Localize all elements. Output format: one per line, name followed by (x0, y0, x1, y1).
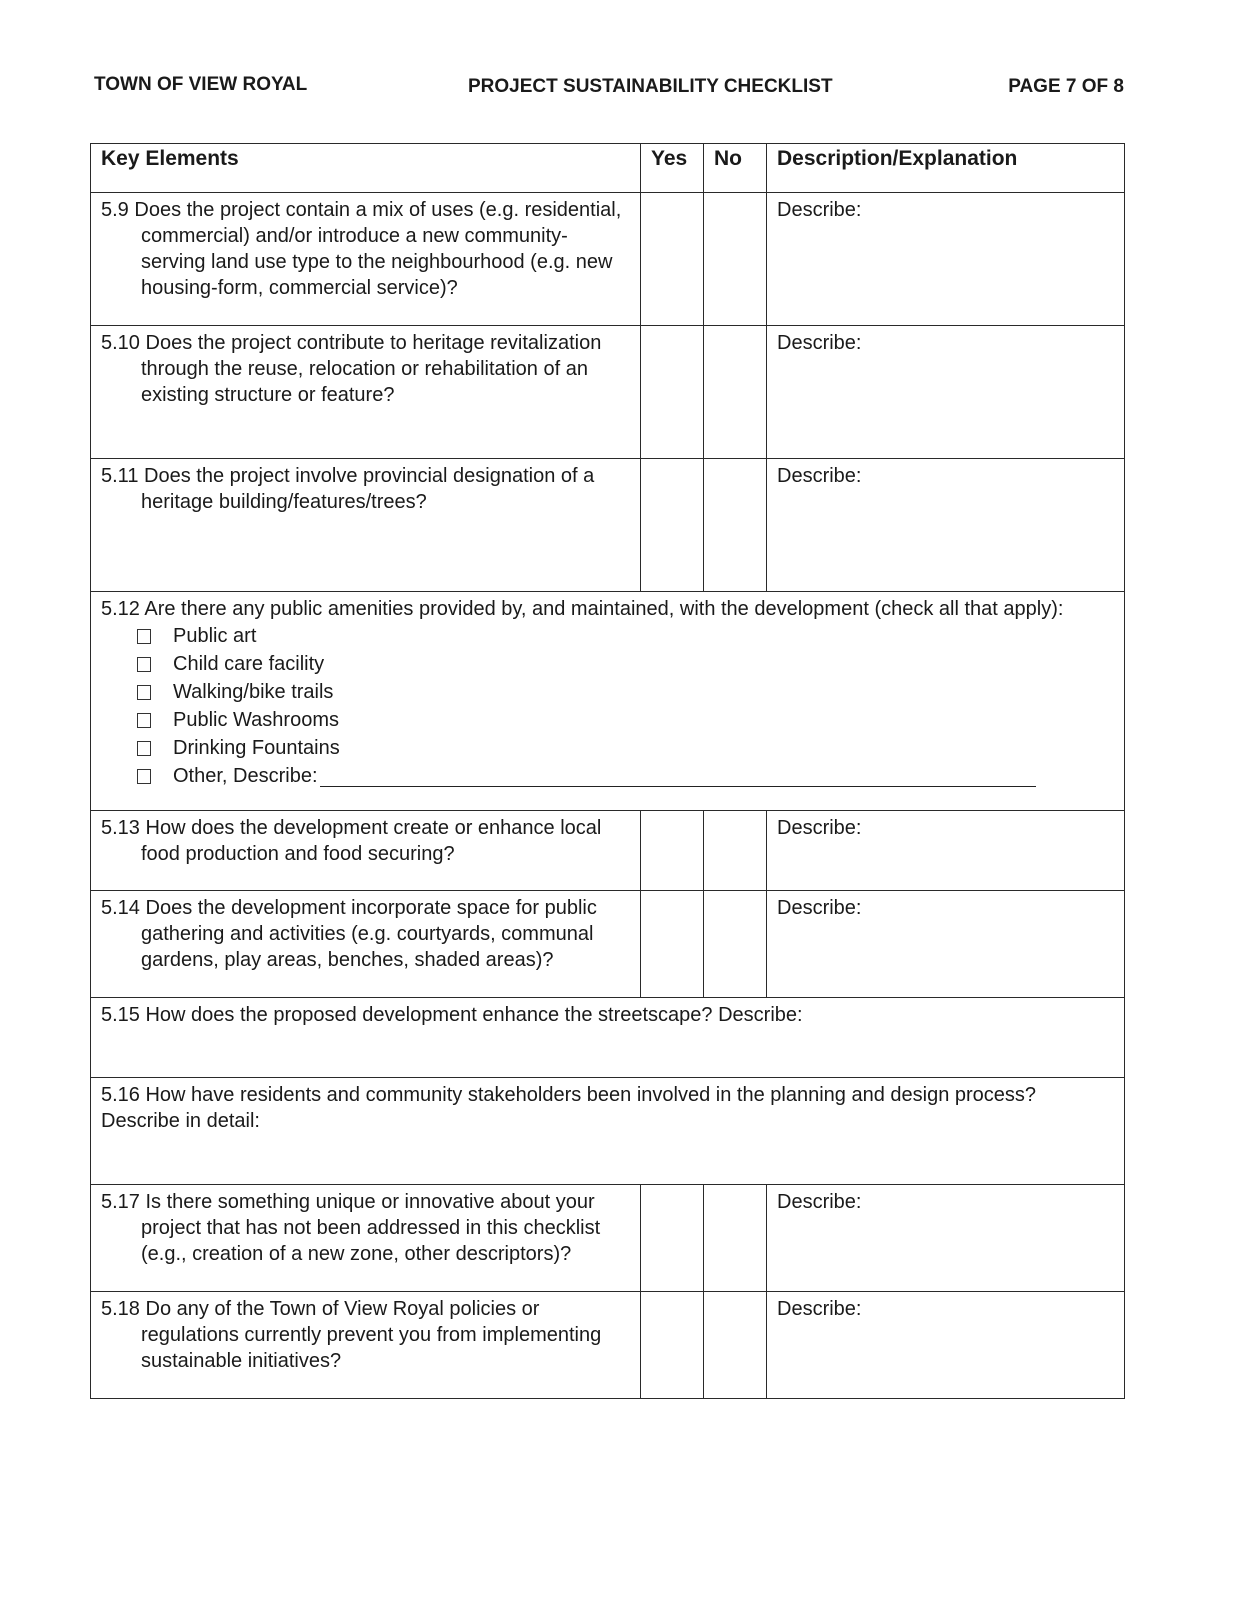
question-5-13 (91, 811, 641, 891)
no-cell[interactable] (704, 1292, 767, 1399)
describe-label: Describe: (777, 465, 862, 487)
col-header-no: No (704, 144, 767, 193)
question-text: Does the project contribute to heritage revitalization (145, 332, 602, 354)
document-title: PROJECT SUSTAINABILITY CHECKLIST (468, 76, 833, 97)
question-text: Is there something unique or innovative about your (145, 1191, 595, 1213)
table-row (91, 1185, 1125, 1292)
checkbox[interactable] (137, 657, 151, 672)
description-cell[interactable] (767, 891, 1125, 998)
description-cell[interactable] (767, 1185, 1125, 1292)
list-item[interactable] (137, 762, 1114, 790)
page-header (94, 74, 1124, 100)
question-number: 5.13 (101, 817, 140, 839)
page-number: PAGE 7 OF 8 (1008, 76, 1124, 97)
organization-name: TOWN OF VIEW ROYAL (94, 74, 308, 95)
table-row (91, 1292, 1125, 1399)
checklist-table (90, 143, 1125, 1399)
question-text: Does the development incorporate space for public (145, 897, 597, 919)
yes-cell[interactable] (641, 326, 704, 459)
yes-cell[interactable] (641, 459, 704, 592)
option-label: Child care facility (173, 653, 325, 675)
list-item[interactable] (137, 734, 1114, 762)
checkbox[interactable] (137, 629, 151, 644)
describe-label: Describe: (777, 199, 862, 221)
question-number: 5.10 (101, 332, 140, 354)
option-label: Other, Describe: (173, 765, 318, 787)
question-5-15[interactable] (91, 998, 1125, 1078)
question-number: 5.11 (101, 465, 139, 487)
question-text-cont: commercial) and/or introduce a new community-serving land use type to the neighbourhood (e.g. new housing-form, commercial service)? (141, 225, 613, 299)
description-cell[interactable] (767, 459, 1125, 592)
describe-label: Describe: (777, 817, 862, 839)
col-header-yes: Yes (641, 144, 704, 193)
other-describe-line[interactable] (320, 766, 1036, 787)
no-cell[interactable] (704, 811, 767, 891)
question-number: 5.9 (101, 199, 129, 221)
describe-label: Describe: (777, 897, 862, 919)
question-text-cont: regulations currently prevent you from implementing sustainable initiatives? (141, 1324, 602, 1372)
question-number: 5.17 (101, 1191, 140, 1213)
checkbox[interactable] (137, 713, 151, 728)
yes-cell[interactable] (641, 891, 704, 998)
option-label: Public art (173, 625, 257, 647)
question-text: Does the project involve provincial designation of a (144, 465, 595, 487)
question-5-9 (91, 193, 641, 326)
amenities-checklist (101, 622, 1114, 790)
yes-cell[interactable] (641, 811, 704, 891)
option-label: Drinking Fountains (173, 737, 340, 759)
yes-cell[interactable] (641, 193, 704, 326)
question-text-cont: project that has not been addressed in this checklist (e.g., creation of a new zone, other descriptors)? (141, 1217, 601, 1265)
table-row (91, 459, 1125, 592)
no-cell[interactable] (704, 459, 767, 592)
no-cell[interactable] (704, 1185, 767, 1292)
table-row (91, 1078, 1125, 1185)
question-5-14 (91, 891, 641, 998)
question-text: 5.15 How does the proposed development enhance the streetscape? Describe: (101, 1004, 803, 1026)
col-header-description: Description/Explanation (767, 144, 1125, 193)
table-row (91, 891, 1125, 998)
describe-label: Describe: (777, 1298, 862, 1320)
description-cell[interactable] (767, 1292, 1125, 1399)
question-number: 5.18 (101, 1298, 140, 1320)
checkbox[interactable] (137, 769, 151, 784)
checkbox[interactable] (137, 685, 151, 700)
list-item[interactable] (137, 706, 1114, 734)
question-5-17 (91, 1185, 641, 1292)
describe-label: Describe: (777, 1191, 862, 1213)
list-item[interactable] (137, 622, 1114, 650)
table-header-row (91, 144, 1125, 193)
option-label: Public Washrooms (173, 709, 339, 731)
question-text: Do any of the Town of View Royal policies or (145, 1298, 540, 1320)
question-text-cont: through the reuse, relocation or rehabilitation of an existing structure or feature? (141, 358, 588, 406)
yes-cell[interactable] (641, 1185, 704, 1292)
col-header-key-elements: Key Elements (91, 144, 641, 193)
question-5-18 (91, 1292, 641, 1399)
question-text: 5.12 Are there any public amenities provided by, and maintained, with the development (check all that apply): (101, 598, 1064, 620)
question-text-cont: food production and food securing? (141, 843, 455, 865)
question-text: How does the development create or enhance local (145, 817, 602, 839)
no-cell[interactable] (704, 326, 767, 459)
question-5-12 (91, 592, 1125, 811)
question-5-11 (91, 459, 641, 592)
checkbox[interactable] (137, 741, 151, 756)
table-row (91, 326, 1125, 459)
list-item[interactable] (137, 650, 1114, 678)
question-text-cont: Describe in detail: (101, 1110, 260, 1132)
table-row (91, 998, 1125, 1078)
question-text: Does the project contain a mix of uses (e.g. residential, (134, 199, 622, 221)
describe-label: Describe: (777, 332, 862, 354)
list-item[interactable] (137, 678, 1114, 706)
description-cell[interactable] (767, 811, 1125, 891)
table-row (91, 811, 1125, 891)
table-row (91, 193, 1125, 326)
question-5-16[interactable] (91, 1078, 1125, 1185)
question-text: 5.16 How have residents and community stakeholders been involved in the planning and design process? (101, 1084, 1037, 1106)
no-cell[interactable] (704, 891, 767, 998)
no-cell[interactable] (704, 193, 767, 326)
question-text-cont: gathering and activities (e.g. courtyards, communal gardens, play areas, benches, shaded areas)? (141, 923, 594, 971)
description-cell[interactable] (767, 193, 1125, 326)
question-number: 5.14 (101, 897, 140, 919)
question-5-10 (91, 326, 641, 459)
yes-cell[interactable] (641, 1292, 704, 1399)
question-text-cont: heritage building/features/trees? (141, 491, 427, 513)
description-cell[interactable] (767, 326, 1125, 459)
option-label: Walking/bike trails (173, 681, 334, 703)
table-row (91, 592, 1125, 811)
